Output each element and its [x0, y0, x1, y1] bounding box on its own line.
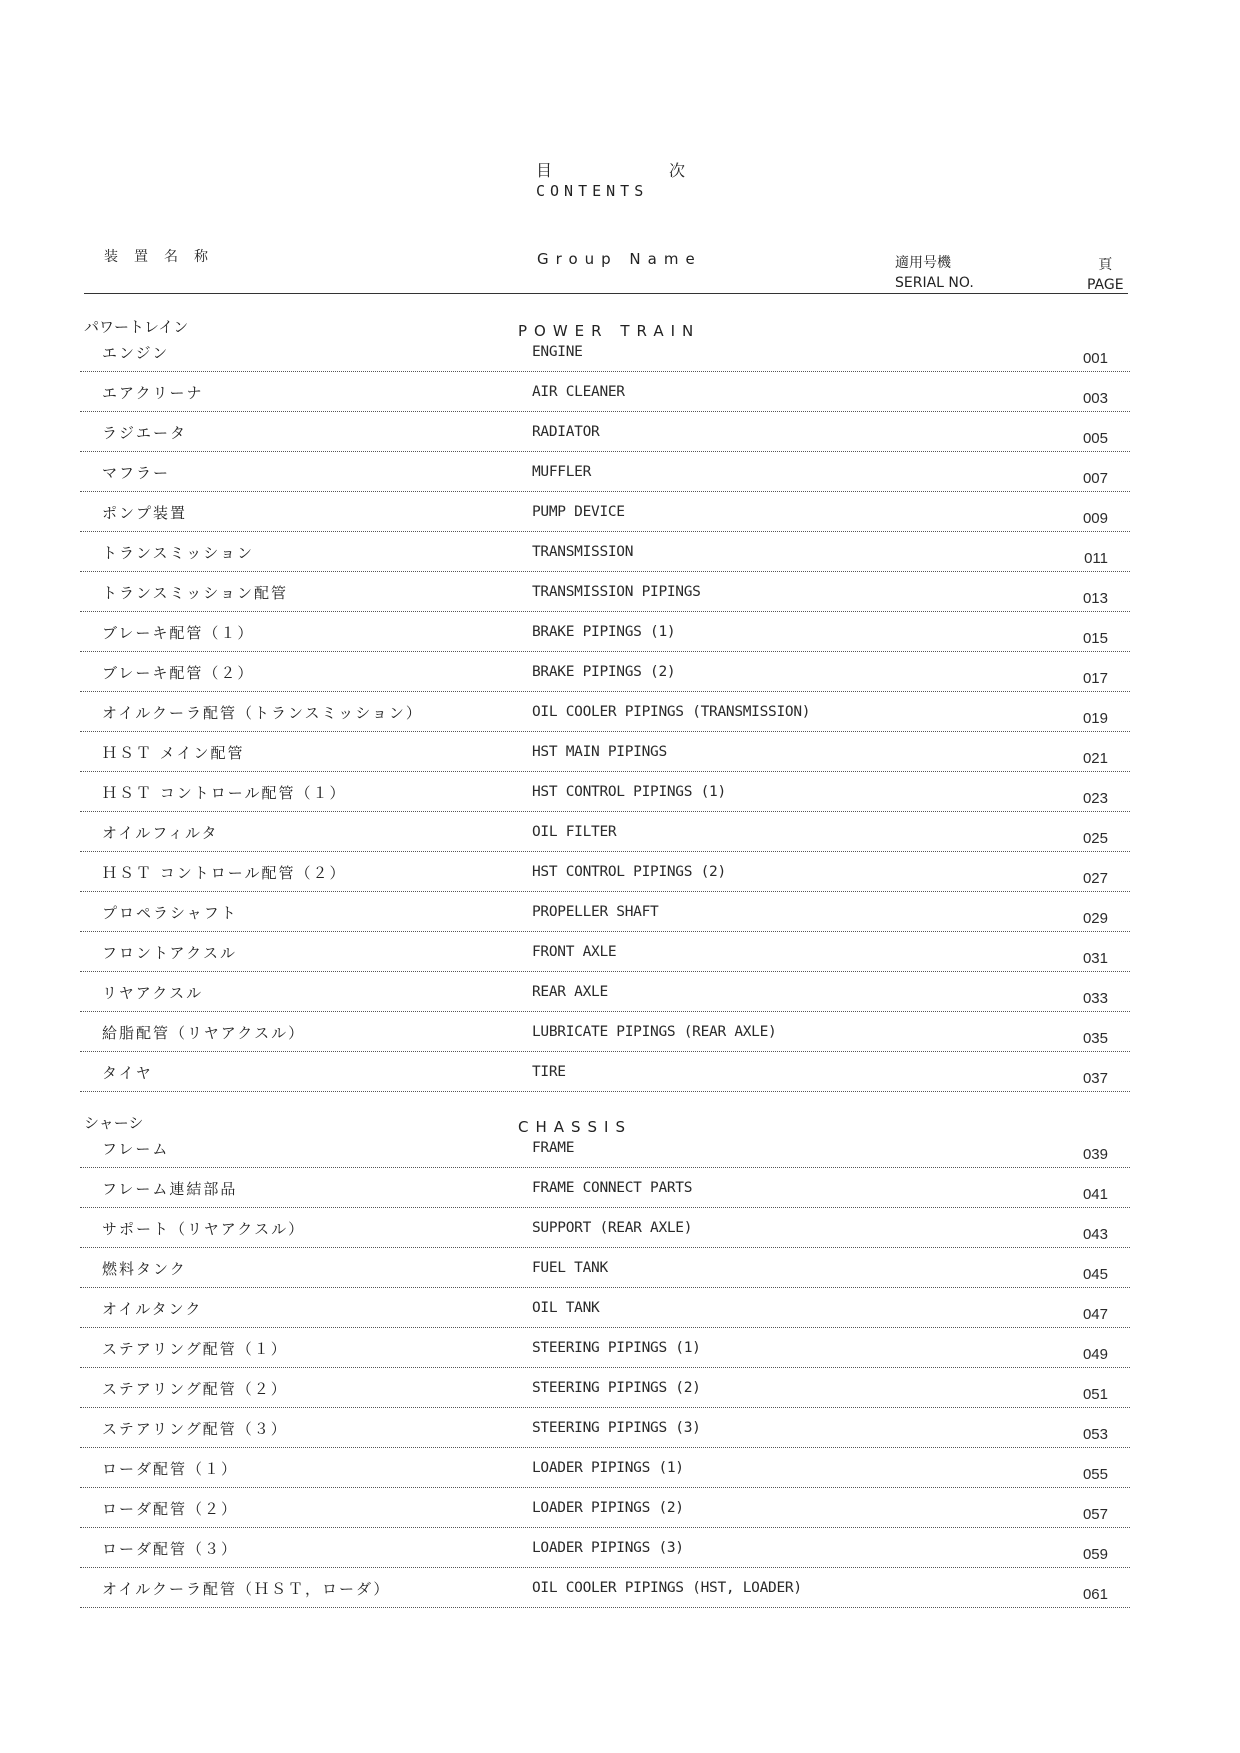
toc-row [80, 1448, 1130, 1488]
item-name-jp: ＨＳＴ コントロール配管（１） [102, 784, 347, 802]
toc-row [80, 892, 1130, 932]
item-page-number: 029 [1082, 910, 1108, 927]
toc-row [80, 732, 1130, 772]
item-page-number: 003 [1082, 390, 1108, 407]
toc-row [80, 812, 1130, 852]
item-name-jp: ステアリング配管（１） [102, 1340, 288, 1358]
title-jp-right: 次 [668, 161, 686, 180]
title-jp-left: 目 [536, 161, 554, 180]
item-page-number: 011 [1084, 550, 1108, 567]
serial-en-label: SERIAL NO. [895, 275, 974, 291]
item-name-en: BRAKE PIPINGS (2) [532, 664, 676, 680]
item-name-jp: オイルタンク [102, 1300, 203, 1318]
item-name-en: MUFFLER [532, 464, 592, 480]
item-page-number: 041 [1082, 1186, 1108, 1203]
toc-row [80, 452, 1130, 492]
section-title-jp: パワートレイン [84, 318, 189, 336]
item-page-number: 039 [1082, 1146, 1108, 1163]
section-gap [80, 1092, 1130, 1106]
item-page-number: 055 [1082, 1466, 1108, 1483]
item-name-en: BRAKE PIPINGS (1) [532, 624, 676, 640]
item-name-jp: ステアリング配管（３） [102, 1420, 288, 1438]
page-title-jp [536, 158, 686, 181]
item-name-en: ENGINE [532, 344, 583, 360]
toc-row [80, 612, 1130, 652]
item-name-en: HST CONTROL PIPINGS (1) [532, 784, 726, 800]
item-name-jp: オイルクーラ配管（トランスミッション） [102, 704, 423, 722]
item-name-jp: トランスミッション配管 [102, 584, 288, 602]
item-name-jp: プロペラシャフト [102, 904, 238, 922]
item-name-jp: ＨＳＴ コントロール配管（２） [102, 864, 347, 882]
item-page-number: 025 [1082, 830, 1108, 847]
item-name-en: PROPELLER SHAFT [532, 904, 659, 920]
item-name-jp: オイルクーラ配管（ＨＳＴ，ローダ） [102, 1580, 391, 1598]
toc-row [80, 332, 1130, 372]
item-name-jp: フロントアクスル [102, 944, 237, 962]
item-page-number: 057 [1082, 1506, 1108, 1523]
item-name-jp: ローダ配管（２） [102, 1500, 239, 1518]
section-title-jp: シャーシ [84, 1114, 144, 1132]
item-name-en: OIL COOLER PIPINGS (HST, LOADER) [532, 1580, 802, 1596]
toc-row [80, 492, 1130, 532]
toc-row [80, 972, 1130, 1012]
section-heading [80, 310, 1130, 340]
item-page-number: 047 [1082, 1306, 1108, 1323]
toc-row [80, 1168, 1130, 1208]
toc-row [80, 1208, 1130, 1248]
item-name-jp: ローダ配管（３） [102, 1540, 239, 1558]
item-name-jp: ローダ配管（１） [102, 1460, 239, 1478]
item-name-en: FUEL TANK [532, 1260, 608, 1276]
item-name-en: OIL TANK [532, 1300, 600, 1316]
section-heading [80, 1106, 1130, 1136]
item-page-number: 019 [1082, 710, 1108, 727]
column-header-group-name: Group Name [537, 250, 702, 268]
toc-row [80, 1128, 1130, 1168]
item-name-en: OIL FILTER [532, 824, 617, 840]
item-page-number: 027 [1082, 870, 1108, 887]
item-page-number: 017 [1082, 670, 1108, 687]
toc-row [80, 1052, 1130, 1092]
item-page-number: 035 [1082, 1030, 1108, 1047]
item-name-en: STEERING PIPINGS (3) [532, 1420, 701, 1436]
item-name-jp: オイルフィルタ [102, 824, 219, 842]
column-header-serial [895, 253, 974, 293]
item-name-en: STEERING PIPINGS (1) [532, 1340, 701, 1356]
serial-jp-label: 適用号機 [895, 255, 951, 271]
item-name-en: LUBRICATE PIPINGS (REAR AXLE) [532, 1024, 777, 1040]
item-page-number: 013 [1082, 590, 1108, 607]
item-name-jp: 燃料タンク [102, 1260, 187, 1278]
section-title-en: POWER TRAIN [518, 322, 701, 340]
page-en-label: PAGE [1087, 277, 1124, 293]
toc-row [80, 1488, 1130, 1528]
contents-list [80, 310, 1130, 1608]
column-header-page [1087, 255, 1124, 295]
header-divider [84, 293, 1128, 294]
toc-row [80, 372, 1130, 412]
item-name-jp: 給脂配管（リヤアクスル） [102, 1024, 306, 1042]
item-name-en: OIL COOLER PIPINGS (TRANSMISSION) [532, 704, 811, 720]
item-name-jp: リヤアクスル [102, 984, 204, 1002]
item-name-en: STEERING PIPINGS (2) [532, 1380, 701, 1396]
item-name-en: FRAME CONNECT PARTS [532, 1180, 693, 1196]
item-name-jp: タイヤ [102, 1064, 153, 1082]
item-page-number: 001 [1082, 350, 1108, 367]
item-name-en: HST MAIN PIPINGS [532, 744, 667, 760]
toc-row [80, 652, 1130, 692]
item-page-number: 023 [1082, 790, 1108, 807]
toc-row [80, 692, 1130, 732]
item-name-jp: ブレーキ配管（２） [102, 664, 255, 682]
item-name-en: REAR AXLE [532, 984, 608, 1000]
item-page-number: 045 [1082, 1266, 1108, 1283]
item-name-jp: フレーム連結部品 [102, 1180, 238, 1198]
item-name-en: FRONT AXLE [532, 944, 617, 960]
toc-row [80, 1408, 1130, 1448]
item-page-number: 061 [1082, 1586, 1108, 1603]
column-header-jp-name: 装置名称 [104, 249, 224, 265]
item-name-en: LOADER PIPINGS (2) [532, 1500, 684, 1516]
item-page-number: 033 [1082, 990, 1108, 1007]
toc-row [80, 852, 1130, 892]
item-page-number: 031 [1082, 950, 1108, 967]
item-name-jp: エンジン [102, 344, 170, 362]
item-name-jp: エアクリーナ [102, 384, 204, 402]
toc-row [80, 1248, 1130, 1288]
item-name-en: AIR CLEANER [532, 384, 625, 400]
item-name-jp: サポート（リヤアクスル） [102, 1220, 306, 1238]
item-name-en: HST CONTROL PIPINGS (2) [532, 864, 726, 880]
item-name-en: TIRE [532, 1064, 566, 1080]
toc-row [80, 1368, 1130, 1408]
item-page-number: 059 [1082, 1546, 1108, 1563]
item-page-number: 007 [1082, 470, 1108, 487]
item-name-jp: ポンプ装置 [102, 504, 188, 522]
item-page-number: 015 [1082, 630, 1108, 647]
toc-row [80, 772, 1130, 812]
toc-row [80, 1328, 1130, 1368]
item-page-number: 053 [1082, 1426, 1108, 1443]
toc-row [80, 532, 1130, 572]
toc-row [80, 1012, 1130, 1052]
toc-row [80, 1568, 1130, 1608]
page-jp-label: 頁 [1098, 257, 1113, 273]
item-page-number: 037 [1082, 1070, 1108, 1087]
item-name-jp: ＨＳＴ メイン配管 [102, 744, 245, 762]
item-page-number: 043 [1082, 1226, 1108, 1243]
item-page-number: 021 [1082, 750, 1108, 767]
item-name-en: PUMP DEVICE [532, 504, 625, 520]
section-title-en: CHASSIS [518, 1118, 633, 1136]
toc-row [80, 932, 1130, 972]
item-name-en: SUPPORT (REAR AXLE) [532, 1220, 693, 1236]
item-name-jp: トランスミッション [102, 544, 254, 562]
item-name-jp: ラジエータ [102, 424, 188, 442]
item-page-number: 051 [1082, 1386, 1108, 1403]
item-name-en: RADIATOR [532, 424, 600, 440]
item-name-jp: フレーム [102, 1140, 170, 1158]
item-name-jp: ステアリング配管（２） [102, 1380, 288, 1398]
item-name-en: LOADER PIPINGS (1) [532, 1460, 684, 1476]
toc-row [80, 412, 1130, 452]
toc-row [80, 1288, 1130, 1328]
toc-row [80, 1528, 1130, 1568]
item-page-number: 009 [1082, 510, 1108, 527]
item-name-en: FRAME [532, 1140, 575, 1156]
page-title: CONTENTS [536, 182, 649, 200]
item-name-en: TRANSMISSION [532, 544, 634, 560]
item-page-number: 005 [1082, 430, 1108, 447]
item-name-jp: ブレーキ配管（１） [102, 624, 255, 642]
toc-row [80, 572, 1130, 612]
item-name-en: LOADER PIPINGS (3) [532, 1540, 684, 1556]
item-page-number: 049 [1082, 1346, 1108, 1363]
item-name-en: TRANSMISSION PIPINGS [532, 584, 701, 600]
item-name-jp: マフラー [102, 464, 171, 482]
